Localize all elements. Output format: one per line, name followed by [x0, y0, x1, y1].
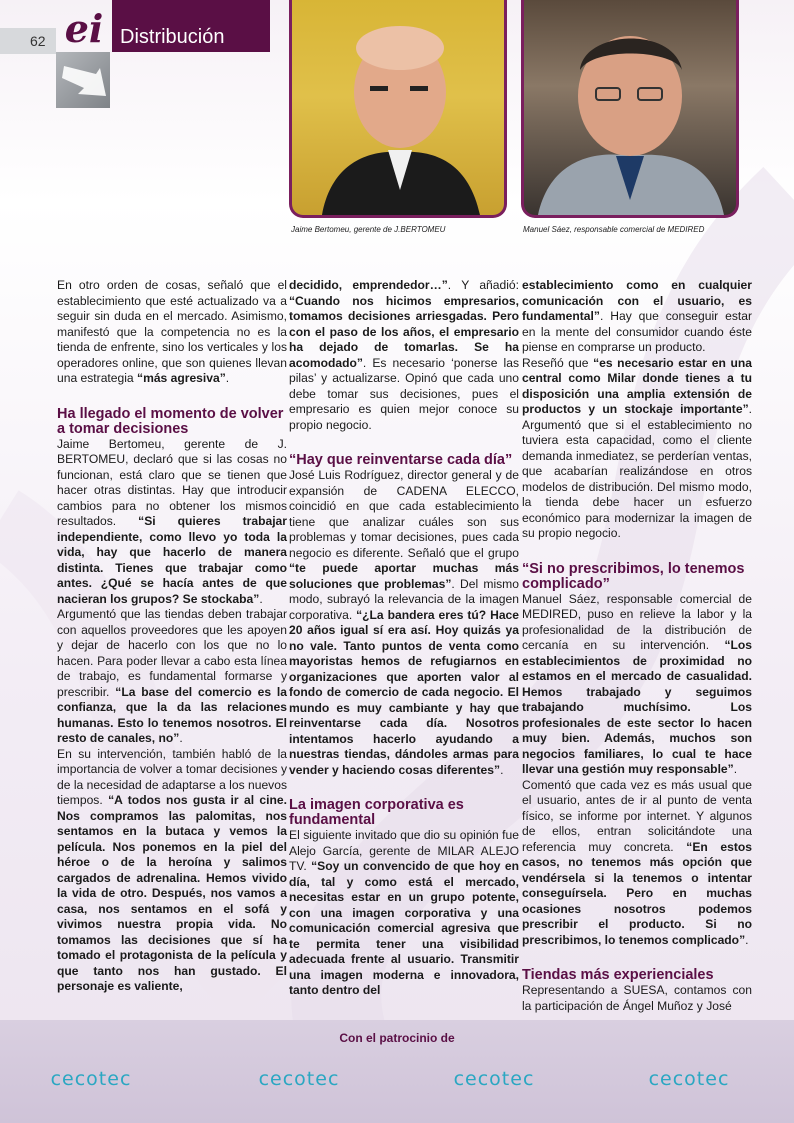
sponsor-logo: cecotec [453, 1068, 535, 1090]
page-number: 62 [0, 28, 56, 54]
paragraph: Reseñó que “es necesario estar en una central como Milar donde tienes a tu disposición una amplia extensión de productos y un stockaje importante”. Argumentó que si el establecimiento no tuviera esta capacidad, como el cliente demanda inmediatez, se perderían ventas, que acabarían realizándose en otros modelos de distribución. Del mismo modo, la tienda debe hacer un esfuerzo económico para modernizar la imagen de su propio negocio. [522, 355, 752, 540]
subheading: “Si no prescribimos, lo tenemos complicado” [522, 560, 745, 592]
sponsor-logo: cecotec [50, 1068, 132, 1090]
subheading: La imagen corporativa es fundamental [289, 797, 464, 828]
arrow-icon [56, 52, 110, 108]
subheading: Ha llegado el momento de volver a tomar decisiones [57, 405, 284, 437]
magazine-logo: ei [64, 6, 104, 51]
paragraph: establecimiento como en cualquier comunicación con el usuario, es fundamental”. Hay que conseguir estar en la mente del consumidor cuando éste piense en comprarse un producto. [522, 278, 752, 354]
sponsor-logo: cecotec [648, 1068, 730, 1090]
sponsor-logo: cecotec [258, 1068, 340, 1090]
photo-caption: Manuel Sáez, responsable comercial de MEDIRED [523, 225, 705, 234]
photo-jaime-bertomeu [289, 0, 507, 218]
subheading: “Hay que reinventarse cada día” [289, 452, 513, 468]
article-column-1 [57, 278, 287, 995]
subheading: Tiendas más experienciales [522, 967, 714, 983]
paragraph: Representando a SUESA, contamos con la participación de Ángel Muñoz y José [522, 983, 752, 1013]
paragraph: El siguiente invitado que dio su opinión fue Alejo García, gerente de MILAR ALEJO TV. “Soy un convencido de que hoy en día, tal y como está el mercado, necesitas estar en un grupo potente, con una imagen corporativa y una comunicación comercial agresiva que te permita tener una visibilidad adecuada frente al usuario. Transmitir una imagen moderna e innovadora, tanto dentro del [289, 828, 519, 997]
article-column-2 [289, 278, 519, 999]
paragraph: decidido, emprendedor…”. Y añadió: “Cuando nos hicimos empresarios, tomamos decisiones arriesgadas. Pero con el paso de los años, el empresario ha dejado de tomarlas. Se ha acomodado”. Es necesario ‘ponerse las pilas’ y actualizarse. Opinó que cada uno debe tomar sus decisiones, pues el empresario es quien mejor conoce su propio negocio. [289, 278, 519, 432]
photo-caption: Jaime Bertomeu, gerente de J.BERTOMEU [291, 225, 446, 234]
article-column-3 [522, 278, 752, 1014]
paragraph: En su intervención, también habló de la importancia de volver a tomar decisiones y de la necesidad de adaptarse a los nuevos tiempos. “A todos nos gusta ir al cine. Nos compramos las palomitas, nos sentamos en la butaca y vemos la película. Nos ponemos en la piel del héroe o de la heroína y salimos cargados de adrenalina. Hemos vivido la vida de otro. Después, nos vamos a casa, nos sentamos en el sofá y vivimos nuestra propia vida. No tomamos las decisiones que sí ha tomado el protagonista de la película y que tanto nos han gustado. El personaje es valiente, [57, 746, 287, 993]
paragraph: Jaime Bertomeu, gerente de J. BERTOMEU, declaró que si las cosas no funcionan, está claro que se tienen que hacer otras distintas. Hay que introducir cambios para no obtener los mismos resultados. “Si quieres trabajar independiente, como llevo yo toda la vida, hay que hacerlo de manera distinta. Tienes que trabajar como antes. ¿Qué se hacía antes de que nacieran los grupos? Se stockaba”. [57, 436, 287, 606]
paragraph: Argumentó que las tiendas deben trabajar con aquellos proveedores que les apoyen y dejar de hacerlo con los que no lo hacen. Para poder llevar a cabo esta línea de trabajo, es fundamental formarse y prescribir. “La base del comercio es la confianza, que la da las relaciones humanas. Esto lo tenemos nosotros. El resto de canales, no”. [57, 607, 287, 745]
photo-manuel-saez [521, 0, 739, 218]
paragraph: Manuel Sáez, responsable comercial de MEDIRED, puso en relieve la labor y la profesionalidad de la distribución de cercanía en su intervención. “Los establecimientos de proximidad no estamos en el mercado de casualidad. Hemos trabajado y seguimos trabajando muchísimo. Los profesionales de este sector lo hacen muy bien. Además, muchos son negocios familiares, lo cual te hace llevar una gestión muy responsable”. [522, 591, 752, 776]
sponsor-label: Con el patrocinio de [339, 1031, 455, 1045]
paragraph: José Luis Rodríguez, director general y de expansión de CADENA ELECCO, coincidió en que cada establecimiento tiene que analizar cuáles son sus problemas y tomar decisiones, pues cada negocio es diferente. Señaló que el grupo “te puede aportar muchas más soluciones que problemas”. Del mismo modo, subrayó la relevancia de la imagen corporativa. “¿La bandera eres tú? Hace 20 años igual sí era así. Hoy quizás ya no vale. Tanto puntos de venta como mayoristas hemos de refugiarnos en organizaciones que aporten valor al fondo de comercio de cada negocio. El mundo es muy cambiante y hay que reinventarse cada día. Nosotros intentamos hacerlo ayudando a nuestras tiendas, dándoles armas para vender y haciendo cosas diferentes”. [289, 468, 519, 777]
section-title: Distribución [112, 0, 270, 52]
paragraph: En otro orden de cosas, señaló que el establecimiento que esté actualizado va a seguir sin duda en el mercado. Asimismo, manifestó que la competencia no es la tienda de enfrente, sino los verticales y los operadores online, que son quienes llevan una estrategia “más agresiva”. [57, 278, 287, 385]
paragraph: Comentó que cada vez es más usual que el usuario, antes de ir al punto de venta físico, se informe por internet. Y algunos de ellos, entran solicitándote una referencia muy concreta. “En estos casos, no tenemos más opción que vendérsela si la tenemos o intentar conseguírsela. Pero en muchas ocasiones nosotros podemos prescribir el producto. Si no prescribimos, lo tenemos complicado”. [522, 777, 752, 947]
